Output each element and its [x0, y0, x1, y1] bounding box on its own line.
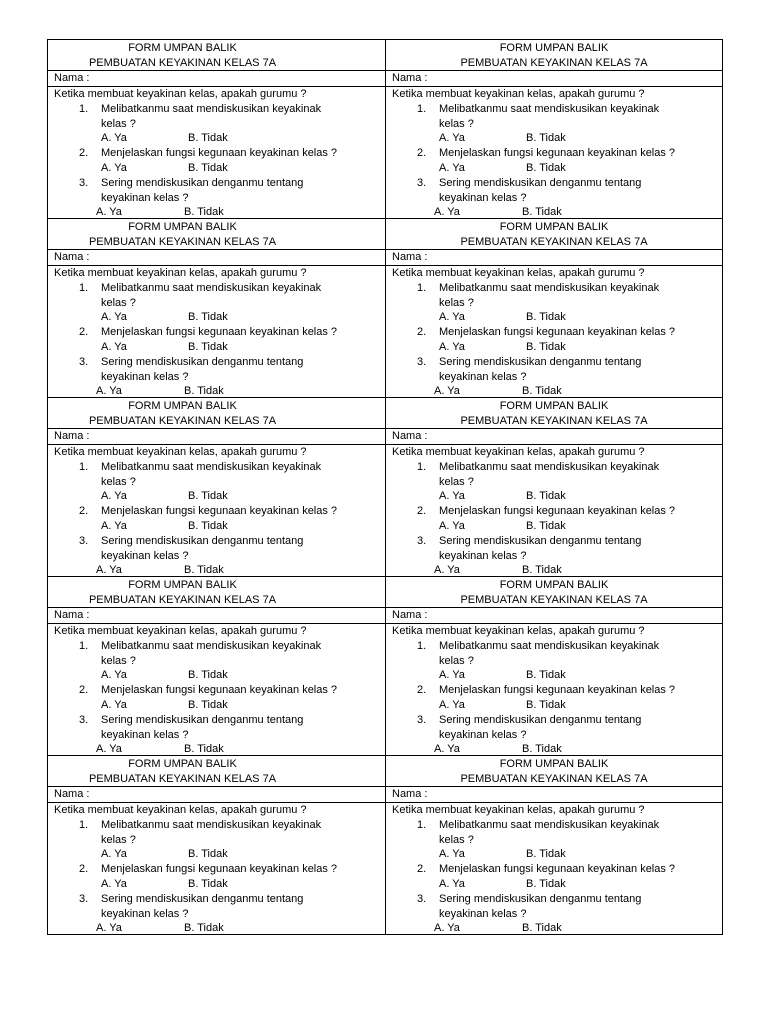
option-tidak: B. Tidak: [184, 564, 224, 577]
question-number: 1.: [417, 102, 427, 115]
question-text: Menjelaskan fungsi kegunaan keyakinan kelas ?: [439, 147, 676, 160]
option-tidak: B. Tidak: [184, 922, 224, 935]
option-tidak: B. Tidak: [522, 922, 562, 935]
option-tidak: B. Tidak: [188, 340, 228, 353]
question-text: Sering mendiskusikan denganmu tentang: [101, 713, 304, 726]
form-row: [48, 576, 722, 755]
option-ya: A. Ya: [96, 564, 122, 577]
question-number: 3.: [79, 355, 89, 368]
option-ya: A. Ya: [96, 385, 122, 398]
form-title: FORM UMPAN BALIK: [128, 579, 237, 591]
question-text: Menjelaskan fungsi kegunaan keyakinan kelas ?: [101, 147, 338, 160]
name-field-label: Nama :: [386, 787, 722, 803]
question-intro: Ketika membuat keyakinan kelas, apakah gurumu ?: [54, 88, 307, 100]
option-tidak: B. Tidak: [188, 519, 228, 532]
answer-options: [54, 161, 385, 176]
form-subtitle: PEMBUATAN KEYAKINAN KELAS 7A: [88, 414, 277, 427]
question-item: [54, 892, 385, 907]
name-field-label: Nama :: [386, 608, 722, 624]
option-tidak: B. Tidak: [526, 132, 566, 145]
question-number: 1.: [417, 281, 427, 294]
question-item: [392, 862, 722, 877]
question-number: 3.: [79, 534, 89, 547]
option-tidak: B. Tidak: [522, 206, 562, 219]
question-text: Menjelaskan fungsi kegunaan keyakinan kelas ?: [101, 326, 338, 339]
question-item: [392, 713, 722, 728]
answer-options: [54, 340, 385, 355]
form-title: FORM UMPAN BALIK: [499, 221, 609, 233]
answer-options: [392, 847, 722, 862]
form-title: FORM UMPAN BALIK: [128, 221, 237, 233]
answer-options: [54, 563, 385, 578]
question-text: Melibatkanmu saat mendiskusikan keyakinak: [101, 281, 322, 294]
question-item: [392, 534, 722, 549]
option-ya: A. Ya: [434, 206, 460, 219]
question-text: Sering mendiskusikan denganmu tentang: [101, 892, 304, 905]
form-subtitle: PEMBUATAN KEYAKINAN KELAS 7A: [88, 56, 277, 69]
question-number: 3.: [417, 355, 427, 368]
answer-options: [392, 131, 722, 146]
form-title: FORM UMPAN BALIK: [499, 400, 609, 412]
answer-options: [392, 877, 722, 892]
question-text-continued: kelas ?: [439, 833, 474, 846]
question-item: [392, 639, 722, 654]
question-number: 3.: [417, 713, 427, 726]
question-text: Menjelaskan fungsi kegunaan keyakinan kelas ?: [101, 505, 338, 518]
option-ya: A. Ya: [101, 311, 127, 324]
question-item: [54, 862, 385, 877]
form-header: [48, 756, 385, 787]
question-text: Melibatkanmu saat mendiskusikan keyakinak: [439, 460, 660, 473]
question-item: [54, 176, 385, 191]
answer-options: [54, 489, 385, 504]
question-intro: Ketika membuat keyakinan kelas, apakah gurumu ?: [54, 625, 307, 637]
feedback-form: [48, 219, 385, 397]
question-text-continued: keyakinan kelas ?: [101, 191, 189, 204]
question-item: [54, 713, 385, 728]
option-tidak: B. Tidak: [526, 698, 566, 711]
option-ya: A. Ya: [439, 490, 465, 503]
feedback-form: [385, 219, 722, 397]
answer-options: [54, 921, 385, 936]
question-number: 3.: [417, 176, 427, 189]
question-text-continued: keyakinan kelas ?: [439, 549, 527, 562]
question-text-continued: kelas ?: [439, 654, 474, 667]
form-subtitle: PEMBUATAN KEYAKINAN KELAS 7A: [88, 772, 277, 785]
feedback-form: [385, 40, 722, 218]
form-header: [386, 756, 722, 787]
question-number: 3.: [79, 713, 89, 726]
answer-options: [54, 847, 385, 862]
form-subtitle: PEMBUATAN KEYAKINAN KELAS 7A: [88, 593, 277, 606]
option-ya: A. Ya: [96, 206, 122, 219]
question-intro: Ketika membuat keyakinan kelas, apakah gurumu ?: [392, 446, 645, 458]
option-ya: A. Ya: [101, 340, 127, 353]
question-text: Sering mendiskusikan denganmu tentang: [101, 534, 304, 547]
form-row: [48, 218, 722, 397]
question-text: Melibatkanmu saat mendiskusikan keyakinak: [439, 818, 660, 831]
option-tidak: B. Tidak: [188, 877, 228, 890]
feedback-form: [385, 398, 722, 576]
form-header: [48, 398, 385, 429]
question-number: 1.: [79, 281, 89, 294]
question-number: 2.: [79, 505, 89, 518]
question-number: 2.: [79, 326, 89, 339]
option-ya: A. Ya: [439, 340, 465, 353]
question-number: 3.: [417, 892, 427, 905]
question-intro: Ketika membuat keyakinan kelas, apakah gurumu ?: [54, 267, 307, 279]
question-item: [392, 146, 722, 161]
name-field-label: Nama :: [386, 250, 722, 266]
option-tidak: B. Tidak: [526, 340, 566, 353]
option-ya: A. Ya: [434, 385, 460, 398]
feedback-forms-sheet: [47, 39, 723, 935]
form-body: [48, 803, 385, 936]
question-item: [54, 146, 385, 161]
question-text: Melibatkanmu saat mendiskusikan keyakinak: [439, 639, 660, 652]
option-ya: A. Ya: [439, 698, 465, 711]
answer-options: [54, 384, 385, 399]
question-text-continued: kelas ?: [101, 117, 136, 130]
form-body: [386, 803, 722, 936]
name-field-label: Nama :: [386, 71, 722, 87]
question-number: 1.: [417, 818, 427, 831]
form-header: [48, 40, 385, 71]
answer-options: [392, 921, 722, 936]
question-text: Menjelaskan fungsi kegunaan keyakinan kelas ?: [439, 505, 676, 518]
option-ya: A. Ya: [439, 877, 465, 890]
option-ya: A. Ya: [101, 132, 127, 145]
question-intro: Ketika membuat keyakinan kelas, apakah gurumu ?: [392, 267, 645, 279]
form-title: FORM UMPAN BALIK: [128, 758, 237, 770]
question-number: 2.: [79, 147, 89, 160]
question-text-continued: kelas ?: [439, 475, 474, 488]
question-text: Menjelaskan fungsi kegunaan keyakinan kelas ?: [101, 863, 338, 876]
question-item: [54, 504, 385, 519]
question-item: [392, 281, 722, 296]
form-row: [48, 397, 722, 576]
question-text: Sering mendiskusikan denganmu tentang: [439, 176, 642, 189]
answer-options: [54, 310, 385, 325]
question-number: 1.: [417, 460, 427, 473]
option-tidak: B. Tidak: [184, 743, 224, 756]
form-body: [386, 87, 722, 220]
answer-options: [54, 519, 385, 534]
form-body: [48, 445, 385, 578]
question-number: 1.: [79, 639, 89, 652]
question-text: Menjelaskan fungsi kegunaan keyakinan kelas ?: [101, 684, 338, 697]
question-text-continued: keyakinan kelas ?: [101, 907, 189, 920]
option-tidak: B. Tidak: [526, 519, 566, 532]
question-item: [392, 818, 722, 833]
feedback-form: [48, 577, 385, 755]
question-text-continued: keyakinan kelas ?: [439, 907, 527, 920]
form-subtitle: PEMBUATAN KEYAKINAN KELAS 7A: [460, 593, 648, 606]
question-item: [392, 504, 722, 519]
question-item: [392, 355, 722, 370]
answer-options: [392, 742, 722, 757]
option-tidak: B. Tidak: [188, 698, 228, 711]
question-number: 2.: [417, 863, 427, 876]
form-title: FORM UMPAN BALIK: [499, 42, 609, 54]
feedback-form: [385, 756, 722, 934]
form-subtitle: PEMBUATAN KEYAKINAN KELAS 7A: [460, 56, 648, 69]
form-body: [48, 266, 385, 399]
option-ya: A. Ya: [101, 669, 127, 682]
question-item: [54, 818, 385, 833]
answer-options: [392, 668, 722, 683]
option-ya: A. Ya: [439, 519, 465, 532]
form-row: [48, 40, 722, 218]
form-title: FORM UMPAN BALIK: [128, 400, 237, 412]
form-title: FORM UMPAN BALIK: [128, 42, 237, 54]
feedback-form: [385, 577, 722, 755]
question-text: Menjelaskan fungsi kegunaan keyakinan kelas ?: [439, 326, 676, 339]
question-text-continued: kelas ?: [439, 117, 474, 130]
form-subtitle: PEMBUATAN KEYAKINAN KELAS 7A: [460, 414, 648, 427]
option-ya: A. Ya: [439, 161, 465, 174]
question-text-continued: kelas ?: [101, 654, 136, 667]
question-text: Sering mendiskusikan denganmu tentang: [439, 892, 642, 905]
name-field-label: Nama :: [386, 429, 722, 445]
answer-options: [54, 742, 385, 757]
question-item: [54, 534, 385, 549]
answer-options: [392, 384, 722, 399]
option-ya: A. Ya: [439, 132, 465, 145]
answer-options: [392, 489, 722, 504]
option-tidak: B. Tidak: [526, 161, 566, 174]
question-text: Menjelaskan fungsi kegunaan keyakinan kelas ?: [439, 684, 676, 697]
feedback-form: [48, 756, 385, 934]
question-number: 2.: [417, 147, 427, 160]
question-item: [54, 102, 385, 117]
answer-options: [54, 877, 385, 892]
question-text: Melibatkanmu saat mendiskusikan keyakinak: [101, 818, 322, 831]
question-number: 2.: [417, 505, 427, 518]
question-item: [392, 683, 722, 698]
question-text: Melibatkanmu saat mendiskusikan keyakinak: [101, 102, 322, 115]
name-field-label: Nama :: [48, 71, 385, 87]
name-field-label: Nama :: [48, 250, 385, 266]
option-ya: A. Ya: [101, 519, 127, 532]
answer-options: [392, 698, 722, 713]
option-tidak: B. Tidak: [188, 161, 228, 174]
answer-options: [54, 205, 385, 220]
question-text: Sering mendiskusikan denganmu tentang: [439, 713, 642, 726]
option-ya: A. Ya: [101, 698, 127, 711]
question-number: 2.: [417, 684, 427, 697]
form-body: [48, 87, 385, 220]
option-ya: A. Ya: [439, 848, 465, 861]
question-text-continued: kelas ?: [101, 833, 136, 846]
option-ya: A. Ya: [101, 161, 127, 174]
answer-options: [392, 161, 722, 176]
question-text: Melibatkanmu saat mendiskusikan keyakinak: [101, 639, 322, 652]
question-number: 1.: [417, 639, 427, 652]
question-text: Melibatkanmu saat mendiskusikan keyakinak: [101, 460, 322, 473]
question-intro: Ketika membuat keyakinan kelas, apakah gurumu ?: [392, 88, 645, 100]
question-number: 2.: [417, 326, 427, 339]
name-field-label: Nama :: [48, 787, 385, 803]
option-tidak: B. Tidak: [526, 669, 566, 682]
question-item: [54, 460, 385, 475]
form-header: [386, 398, 722, 429]
question-text-continued: kelas ?: [101, 296, 136, 309]
option-tidak: B. Tidak: [188, 669, 228, 682]
question-text-continued: keyakinan kelas ?: [439, 191, 527, 204]
question-text: Sering mendiskusikan denganmu tentang: [101, 355, 304, 368]
answer-options: [392, 563, 722, 578]
option-tidak: B. Tidak: [188, 132, 228, 145]
question-number: 3.: [79, 176, 89, 189]
question-text-continued: keyakinan kelas ?: [439, 370, 527, 383]
option-ya: A. Ya: [96, 922, 122, 935]
question-text: Sering mendiskusikan denganmu tentang: [439, 534, 642, 547]
question-text: Menjelaskan fungsi kegunaan keyakinan kelas ?: [439, 863, 676, 876]
option-tidak: B. Tidak: [188, 490, 228, 503]
question-item: [392, 176, 722, 191]
form-header: [386, 219, 722, 250]
question-number: 3.: [79, 892, 89, 905]
form-title: FORM UMPAN BALIK: [499, 758, 609, 770]
question-text-continued: keyakinan kelas ?: [101, 728, 189, 741]
form-header: [48, 577, 385, 608]
option-ya: A. Ya: [101, 848, 127, 861]
question-text: Melibatkanmu saat mendiskusikan keyakinak: [439, 102, 660, 115]
question-intro: Ketika membuat keyakinan kelas, apakah gurumu ?: [54, 446, 307, 458]
form-subtitle: PEMBUATAN KEYAKINAN KELAS 7A: [88, 235, 277, 248]
question-item: [54, 355, 385, 370]
option-ya: A. Ya: [434, 743, 460, 756]
form-body: [386, 445, 722, 578]
question-item: [392, 892, 722, 907]
question-number: 1.: [79, 460, 89, 473]
form-subtitle: PEMBUATAN KEYAKINAN KELAS 7A: [460, 235, 648, 248]
option-tidak: B. Tidak: [526, 877, 566, 890]
question-intro: Ketika membuat keyakinan kelas, apakah gurumu ?: [54, 804, 307, 816]
question-text-continued: keyakinan kelas ?: [439, 728, 527, 741]
form-body: [386, 624, 722, 757]
answer-options: [54, 668, 385, 683]
question-item: [392, 325, 722, 340]
name-field-label: Nama :: [48, 429, 385, 445]
option-ya: A. Ya: [101, 877, 127, 890]
option-tidak: B. Tidak: [526, 311, 566, 324]
form-header: [386, 40, 722, 71]
option-tidak: B. Tidak: [188, 848, 228, 861]
form-header: [48, 219, 385, 250]
feedback-form: [48, 398, 385, 576]
question-number: 2.: [79, 684, 89, 697]
question-text: Sering mendiskusikan denganmu tentang: [101, 176, 304, 189]
feedback-form: [48, 40, 385, 218]
option-tidak: B. Tidak: [526, 490, 566, 503]
form-row: [48, 755, 722, 934]
question-item: [54, 281, 385, 296]
question-text-continued: kelas ?: [101, 475, 136, 488]
question-item: [392, 102, 722, 117]
question-text-continued: keyakinan kelas ?: [101, 370, 189, 383]
question-item: [54, 325, 385, 340]
option-ya: A. Ya: [439, 311, 465, 324]
form-body: [48, 624, 385, 757]
question-number: 3.: [417, 534, 427, 547]
option-tidak: B. Tidak: [522, 564, 562, 577]
question-text: Melibatkanmu saat mendiskusikan keyakinak: [439, 281, 660, 294]
option-ya: A. Ya: [434, 922, 460, 935]
answer-options: [392, 310, 722, 325]
question-text-continued: keyakinan kelas ?: [101, 549, 189, 562]
question-text-continued: kelas ?: [439, 296, 474, 309]
option-ya: A. Ya: [439, 669, 465, 682]
option-tidak: B. Tidak: [184, 385, 224, 398]
answer-options: [392, 519, 722, 534]
question-intro: Ketika membuat keyakinan kelas, apakah gurumu ?: [392, 804, 645, 816]
question-intro: Ketika membuat keyakinan kelas, apakah gurumu ?: [392, 625, 645, 637]
option-ya: A. Ya: [101, 490, 127, 503]
question-number: 1.: [79, 818, 89, 831]
answer-options: [54, 131, 385, 146]
question-number: 1.: [79, 102, 89, 115]
option-tidak: B. Tidak: [188, 311, 228, 324]
option-tidak: B. Tidak: [522, 743, 562, 756]
option-tidak: B. Tidak: [526, 848, 566, 861]
answer-options: [392, 205, 722, 220]
question-text: Sering mendiskusikan denganmu tentang: [439, 355, 642, 368]
name-field-label: Nama :: [48, 608, 385, 624]
question-item: [392, 460, 722, 475]
option-tidak: B. Tidak: [522, 385, 562, 398]
option-ya: A. Ya: [96, 743, 122, 756]
question-number: 2.: [79, 863, 89, 876]
question-item: [54, 639, 385, 654]
answer-options: [54, 698, 385, 713]
form-body: [386, 266, 722, 399]
form-subtitle: PEMBUATAN KEYAKINAN KELAS 7A: [460, 772, 648, 785]
answer-options: [392, 340, 722, 355]
form-title: FORM UMPAN BALIK: [499, 579, 609, 591]
option-tidak: B. Tidak: [184, 206, 224, 219]
option-ya: A. Ya: [434, 564, 460, 577]
question-item: [54, 683, 385, 698]
form-header: [386, 577, 722, 608]
